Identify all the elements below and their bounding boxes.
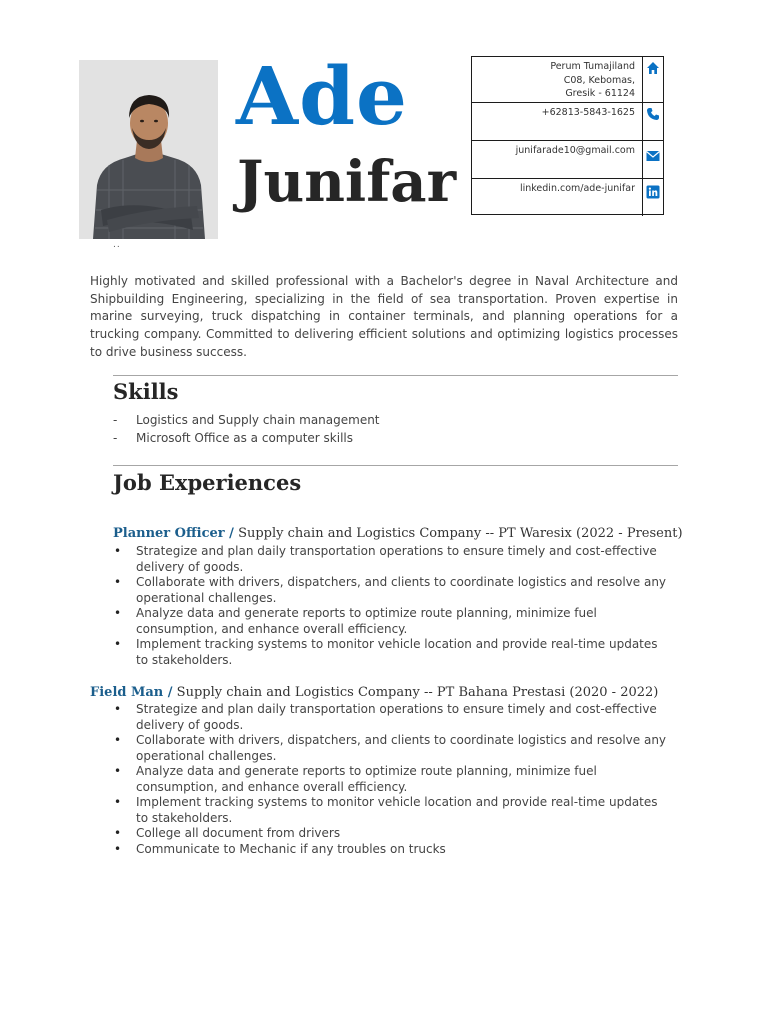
address-line-1: Perum Tumajiland — [550, 61, 635, 72]
duty-item: • Implement tracking systems to monitor vehicle location and provide real-time updates to stakeholders. — [113, 637, 673, 668]
skills-list — [113, 412, 380, 447]
address-line-2: C08, Kebomas, — [563, 74, 635, 86]
contact-row-email — [472, 141, 663, 179]
duty-item: • Collaborate with drivers, dispatchers, and clients to coordinate logistics and resolve any operational challenges. — [113, 733, 673, 764]
job-role: Field Man / — [90, 685, 173, 700]
last-name: Junifar — [237, 149, 457, 215]
address-line-3: Gresik - 61124 — [565, 88, 635, 99]
section-divider — [113, 465, 678, 466]
duty-item: • Analyze data and generate reports to optimize route planning, minimize fuel consumption, and enhance overall efficiency. — [113, 606, 673, 637]
job-company: Supply chain and Logistics Company -- PT Waresix (2022 - Present) — [233, 526, 683, 541]
phone-text[interactable]: +62813-5843-1625 — [541, 107, 635, 118]
duty-item: • Strategize and plan daily transportation operations to ensure timely and cost-effective delivery of goods. — [113, 702, 673, 733]
duty-item: • Analyze data and generate reports to optimize route planning, minimize fuel consumption, and enhance overall efficiency. — [113, 764, 673, 795]
home-icon — [642, 57, 663, 102]
experience-heading: Job Experiences — [113, 470, 302, 495]
contact-row-phone — [472, 103, 663, 141]
job-title-2 — [90, 686, 658, 699]
mail-icon — [642, 141, 663, 178]
job-title-1 — [113, 527, 683, 540]
photo-separator: .. — [113, 240, 121, 250]
duty-item: • Implement tracking systems to monitor vehicle location and provide real-time updates to stakeholders. — [113, 795, 673, 826]
linkedin-text[interactable]: linkedin.com/ade-junifar — [519, 183, 635, 194]
duty-item: • College all document from drivers — [113, 826, 673, 842]
profile-summary: Highly motivated and skilled professional with a Bachelor's degree in Naval Architecture and Shipbuilding Engineering, specializing in the field of sea transportation. Proven expertise in marine surveying, truck dispatching in container terminals, and planning operations for a trucking company. Committed to delivering efficient solutions and optimizing logistics processes to drive business success. — [90, 274, 678, 359]
skill-item: - Logistics and Supply chain management — [113, 412, 380, 430]
duty-item: • Strategize and plan daily transportation operations to ensure timely and cost-effective delivery of goods. — [113, 544, 673, 575]
skill-item: - Microsoft Office as a computer skills — [113, 430, 380, 448]
section-divider — [113, 375, 678, 376]
address-text — [475, 60, 635, 101]
phone-icon — [642, 103, 663, 140]
duty-item: • Communicate to Mechanic if any troubles on trucks — [113, 842, 673, 858]
skills-heading: Skills — [113, 379, 179, 404]
contact-row-linkedin — [472, 179, 663, 216]
email-text[interactable]: junifarade10@gmail.com — [515, 145, 635, 156]
job-role: Planner Officer / — [113, 526, 234, 541]
duty-item: • Collaborate with drivers, dispatchers, and clients to coordinate logistics and resolve any operational challenges. — [113, 575, 673, 606]
job-company: Supply chain and Logistics Company -- PT Bahana Prestasi (2020 - 2022) — [172, 685, 659, 700]
linkedin-icon — [642, 179, 663, 216]
profile-photo — [79, 60, 218, 239]
job-1-duties — [113, 544, 673, 668]
first-name: Ade — [236, 49, 408, 143]
contact-table — [471, 56, 664, 215]
job-2-duties — [113, 702, 673, 857]
contact-row-address — [472, 57, 663, 103]
